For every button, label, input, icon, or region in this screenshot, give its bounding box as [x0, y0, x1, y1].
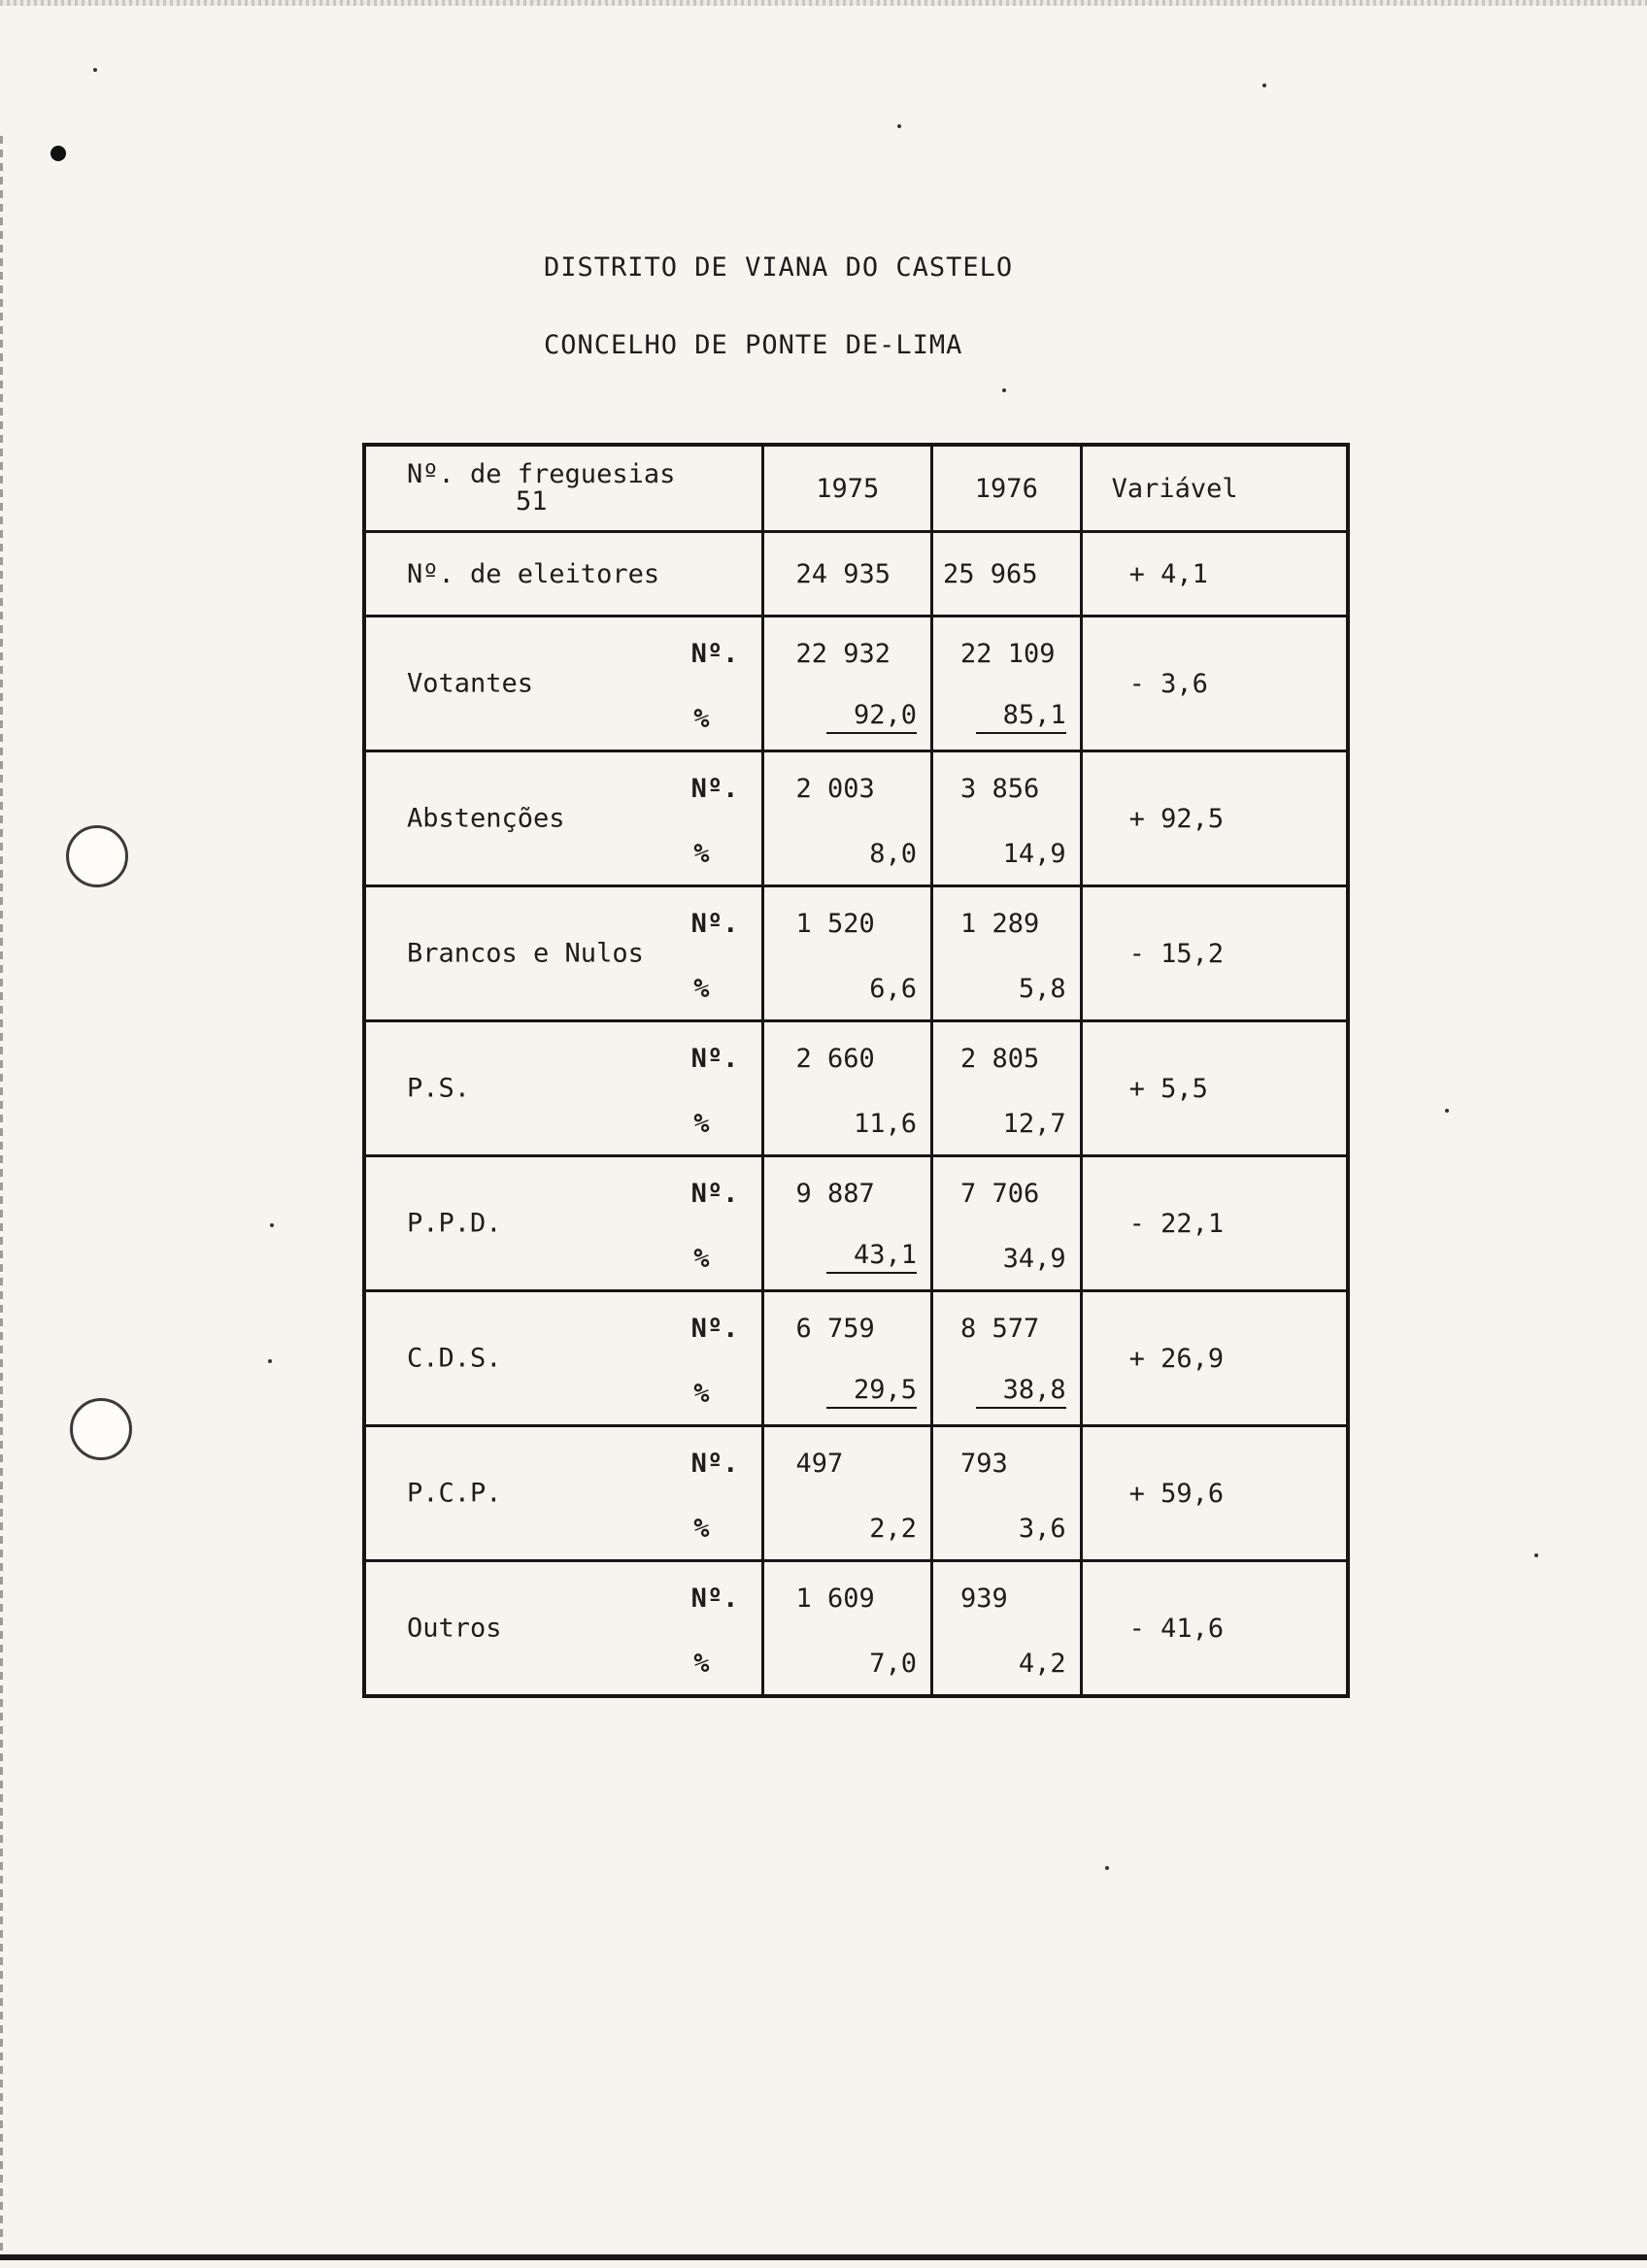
- electors-1976: 25 965: [932, 532, 1082, 617]
- c-d-s-1976-cell: [932, 1291, 1082, 1426]
- c-d-s-1975-cell: [763, 1291, 932, 1426]
- p-p-d-percent-1975: 43,1: [826, 1240, 917, 1274]
- p-c-p-percent-1976: 3,6: [1018, 1514, 1066, 1544]
- p-p-d-percent-1976: 34,9: [1002, 1244, 1066, 1274]
- election-results-table: [362, 443, 1350, 1698]
- electors-label: Nº. de eleitores: [364, 532, 763, 617]
- abstencoes-percent-1976: 14,9: [1002, 839, 1066, 869]
- p-s-1975-cell: [763, 1021, 932, 1156]
- p-s-percent-1975: 11,6: [854, 1109, 918, 1139]
- votantes-1976-cell: [932, 617, 1082, 751]
- speck: [1445, 1109, 1449, 1113]
- header-parishes-count: 51: [516, 486, 548, 517]
- p-s-label: P.S.: [407, 1073, 471, 1104]
- abstencoes-1976-cell: [932, 751, 1082, 886]
- p-s-percent-1976: 12,7: [1002, 1109, 1066, 1139]
- electors-variation: + 4,1: [1081, 532, 1348, 617]
- page-bottom-edge: [0, 2254, 1647, 2260]
- p-p-d-count-1976: 7 706: [960, 1179, 1040, 1209]
- header-parishes-label: Nº. de freguesias: [407, 459, 676, 489]
- outros-label-cell: [364, 1561, 763, 1697]
- abstencoes-label-cell: [364, 751, 763, 886]
- votantes-count-1976: 22 109: [960, 639, 1056, 669]
- outros-number-marker: Nº.: [690, 1584, 739, 1614]
- brancos-e-nulos-1975-cell: [763, 886, 932, 1021]
- c-d-s-percent-1976: 38,8: [976, 1375, 1066, 1409]
- abstencoes-variation: + 92,5: [1081, 751, 1348, 886]
- p-p-d-label: P.P.D.: [407, 1208, 502, 1239]
- p-c-p-percent-marker: %: [693, 1514, 710, 1544]
- votantes-label: Votantes: [407, 668, 534, 699]
- c-d-s-variation: + 26,9: [1081, 1291, 1348, 1426]
- p-c-p-percent-1975: 2,2: [869, 1514, 918, 1544]
- outros-1975-cell: [763, 1561, 932, 1697]
- brancos-e-nulos-percent-1975: 6,6: [869, 974, 918, 1004]
- votantes-percent-1975: 92,0: [826, 700, 917, 734]
- abstencoes-percent-1975: 8,0: [869, 839, 918, 869]
- table-row-electors: [364, 532, 1348, 617]
- page-top-edge: [0, 0, 1647, 6]
- votantes-label-cell: [364, 617, 763, 751]
- brancos-e-nulos-percent-marker: %: [693, 974, 710, 1004]
- header-year-1976: 1976: [932, 445, 1082, 532]
- p-c-p-variation: + 59,6: [1081, 1426, 1348, 1561]
- table-row-outros: [364, 1561, 1348, 1697]
- speck: [1002, 388, 1006, 392]
- c-d-s-percent-1975: 29,5: [826, 1375, 917, 1409]
- abstencoes-count-1975: 2 003: [795, 774, 875, 804]
- table-row-c-d-s: [364, 1291, 1348, 1426]
- speck: [270, 1223, 274, 1227]
- c-d-s-label-cell: [364, 1291, 763, 1426]
- brancos-e-nulos-number-marker: Nº.: [690, 909, 739, 939]
- abstencoes-number-marker: Nº.: [690, 774, 739, 804]
- p-c-p-number-marker: Nº.: [690, 1449, 739, 1479]
- p-p-d-number-marker: Nº.: [690, 1179, 739, 1209]
- brancos-e-nulos-count-1976: 1 289: [960, 909, 1040, 939]
- outros-percent-1976: 4,2: [1018, 1649, 1066, 1679]
- votantes-percent-marker: %: [693, 704, 710, 734]
- p-s-percent-marker: %: [693, 1109, 710, 1139]
- document-title-municipality: CONCELHO DE PONTE DE-LIMA: [544, 330, 963, 360]
- speck: [1534, 1553, 1538, 1557]
- p-c-p-label-cell: [364, 1426, 763, 1561]
- speck: [1262, 83, 1266, 87]
- p-c-p-label: P.C.P.: [407, 1478, 502, 1509]
- votantes-percent-1976: 85,1: [976, 700, 1066, 734]
- page-left-edge: [0, 136, 3, 2252]
- ink-blot: [50, 146, 66, 161]
- outros-1976-cell: [932, 1561, 1082, 1697]
- p-s-number-marker: Nº.: [690, 1044, 739, 1074]
- c-d-s-count-1975: 6 759: [795, 1314, 875, 1344]
- speck: [897, 124, 901, 128]
- brancos-e-nulos-label: Brancos e Nulos: [407, 938, 644, 969]
- table-row-p-p-d: [364, 1156, 1348, 1291]
- header-parishes-cell: [364, 445, 763, 532]
- p-c-p-1976-cell: [932, 1426, 1082, 1561]
- table-row-brancos-e-nulos: [364, 886, 1348, 1021]
- brancos-e-nulos-count-1975: 1 520: [795, 909, 875, 939]
- c-d-s-number-marker: Nº.: [690, 1314, 739, 1344]
- brancos-e-nulos-1976-cell: [932, 886, 1082, 1021]
- p-c-p-count-1975: 497: [795, 1449, 844, 1479]
- p-p-d-variation: - 22,1: [1081, 1156, 1348, 1291]
- table-header-row: [364, 445, 1348, 532]
- c-d-s-label: C.D.S.: [407, 1343, 502, 1374]
- p-s-count-1976: 2 805: [960, 1044, 1040, 1074]
- p-s-label-cell: [364, 1021, 763, 1156]
- outros-variation: - 41,6: [1081, 1561, 1348, 1697]
- p-s-count-1975: 2 660: [795, 1044, 875, 1074]
- p-c-p-1975-cell: [763, 1426, 932, 1561]
- table-row-p-c-p: [364, 1426, 1348, 1561]
- outros-count-1975: 1 609: [795, 1584, 875, 1614]
- outros-percent-marker: %: [693, 1649, 710, 1679]
- brancos-e-nulos-variation: - 15,2: [1081, 886, 1348, 1021]
- table-row-abstencoes: [364, 751, 1348, 886]
- p-p-d-1975-cell: [763, 1156, 932, 1291]
- outros-count-1976: 939: [960, 1584, 1008, 1614]
- brancos-e-nulos-percent-1976: 5,8: [1018, 974, 1066, 1004]
- p-s-variation: + 5,5: [1081, 1021, 1348, 1156]
- abstencoes-1975-cell: [763, 751, 932, 886]
- votantes-number-marker: Nº.: [690, 639, 739, 669]
- c-d-s-percent-marker: %: [693, 1379, 710, 1409]
- electors-1975: 24 935: [763, 532, 932, 617]
- punch-hole-upper: [66, 825, 128, 887]
- punch-hole-lower: [70, 1398, 132, 1460]
- p-p-d-count-1975: 9 887: [795, 1179, 875, 1209]
- votantes-variation: - 3,6: [1081, 617, 1348, 751]
- votantes-count-1975: 22 932: [795, 639, 891, 669]
- outros-label: Outros: [407, 1613, 502, 1644]
- speck: [1105, 1866, 1109, 1870]
- brancos-e-nulos-label-cell: [364, 886, 763, 1021]
- votantes-1975-cell: [763, 617, 932, 751]
- outros-percent-1975: 7,0: [869, 1649, 918, 1679]
- header-year-1975: 1975: [763, 445, 932, 532]
- header-variation: Variável: [1081, 445, 1348, 532]
- table-row-p-s: [364, 1021, 1348, 1156]
- p-p-d-percent-marker: %: [693, 1244, 710, 1274]
- p-s-1976-cell: [932, 1021, 1082, 1156]
- document-title-district: DISTRITO DE VIANA DO CASTELO: [544, 252, 1014, 283]
- abstencoes-count-1976: 3 856: [960, 774, 1040, 804]
- abstencoes-percent-marker: %: [693, 839, 710, 869]
- table-row-votantes: [364, 617, 1348, 751]
- speck: [268, 1359, 272, 1363]
- c-d-s-count-1976: 8 577: [960, 1314, 1040, 1344]
- abstencoes-label: Abstenções: [407, 803, 565, 834]
- p-c-p-count-1976: 793: [960, 1449, 1008, 1479]
- speck: [93, 68, 97, 72]
- p-p-d-label-cell: [364, 1156, 763, 1291]
- p-p-d-1976-cell: [932, 1156, 1082, 1291]
